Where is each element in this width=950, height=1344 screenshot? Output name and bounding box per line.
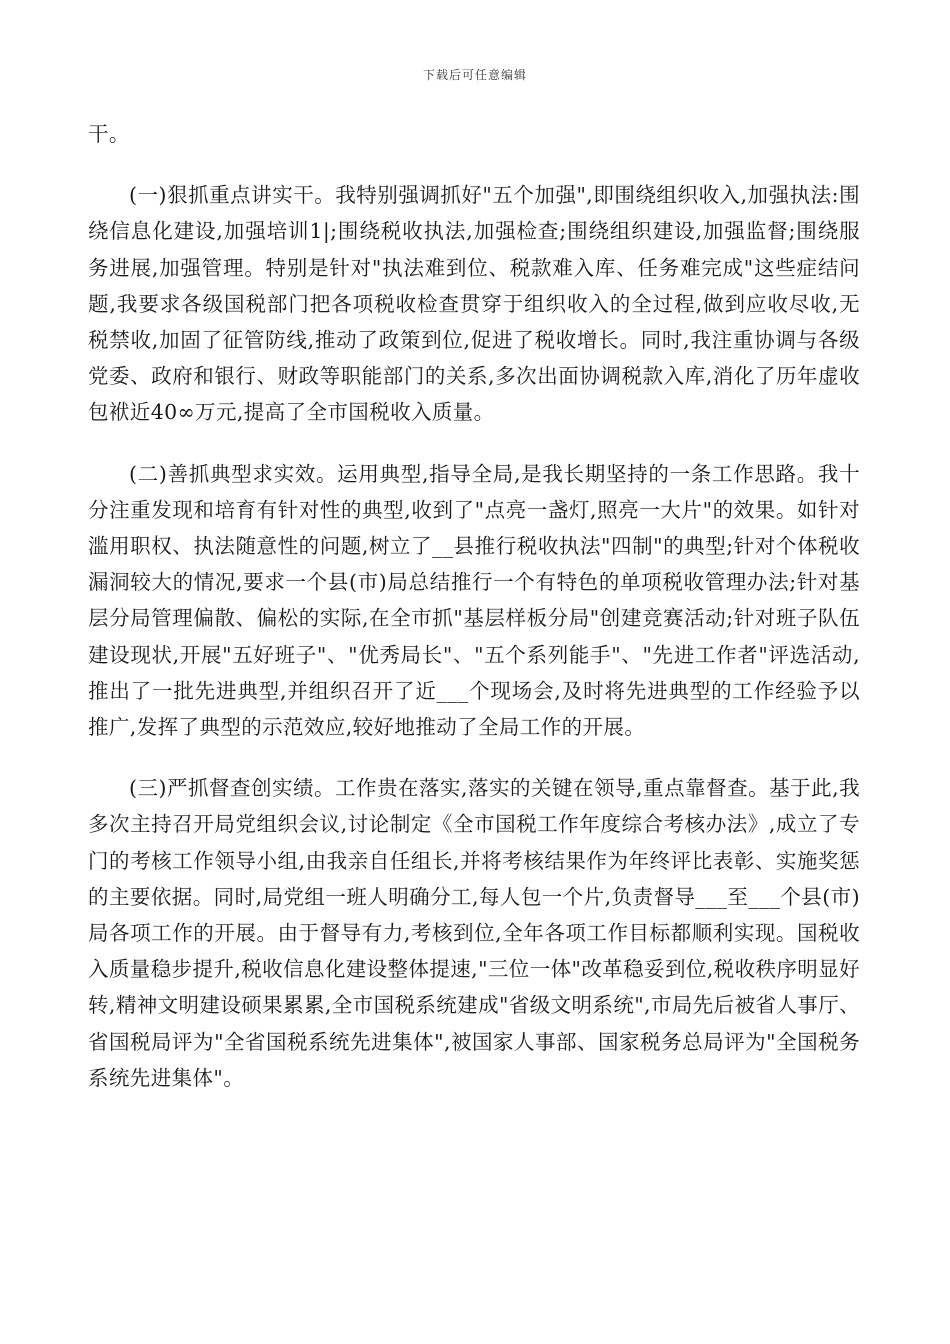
page-header-note: 下载后可任意编辑 [422,68,527,82]
paragraph-section-3: (三)严抓督查创实绩。工作贵在落实,落实的关键在领导,重点靠督查。基于此,我多次主持召开局党组织会议,讨论制定《全市国税工作年度综合考核办法》,成立了专门的考核工作领导小组,由我亲自任组长,并将考核结果作为年终评比表彰、实施奖惩的主要依据。同时,局党组一班人明确分工,每人包一个片,负责督导___至___个县(市)局各项工作的开展。由于督导有力,考核到位,全年各项工作目标都顺利实现。国税收入质量稳步提升,税收信息化建设整体提速,"三位一体"改革稳妥到位,税收秩序明显好转,精神文明建设硕果累累,全市国税系统建成"省级文明系统",市局先后被省人事厅、省国税局评为"全省国税系统先进集体",被国家人事部、国家税务总局评为"全国税务系统先进集体"。 [88,776,860,1090]
paragraph-continuation: 干。 [88,122,130,146]
paragraph-section-1: (一)狠抓重点讲实干。我特别强调抓好"五个加强",即围绕组织收入,加强执法:围绕信息化建设,加强培训1|;围绕税收执法,加强检查;围绕组织建设,加强监督;围绕服务进展,加强管理。特别是针对"执法难到位、税款难入库、任务难完成"这些症结问题,我要求各级国税部门把各项税收检查贯穿于组织收入的全过程,做到应收尽收,无税禁收,加固了征管防线,推动了政策到位,促进了税收增长。同时,我注重协调与各级党委、政府和银行、财政等职能部门的关系,多次出面协调税款入库,消化了历年虚收包袱近40∞万元,提高了全市国税收入质量。 [88,183,860,425]
document-body [88,116,860,1096]
paragraph-section-2: (二)善抓典型求实效。运用典型,指导全局,是我长期坚持的一条工作思路。我十分注重发现和培育有针对性的典型,收到了"点亮一盏灯,照亮一大片"的效果。如针对滥用职权、执法随意性的问题,树立了__县推行税收执法"四制"的典型;针对个体税收漏洞较大的情况,要求一个县(市)局总结推行一个有特色的单项税收管理办法;针对基层分局管理偏散、偏松的实际,在全市抓"基层样板分局"创建竞赛活动;针对班子队伍建设现状,开展"五好班子"、"优秀局长"、"五个系列能手"、"先进工作者"评选活动,推出了一批先进典型,并组织召开了近___个现场会,及时将先进典型的工作经验予以推广,发挥了典型的示范效应,较好地推动了全局工作的开展。 [88,461,860,740]
